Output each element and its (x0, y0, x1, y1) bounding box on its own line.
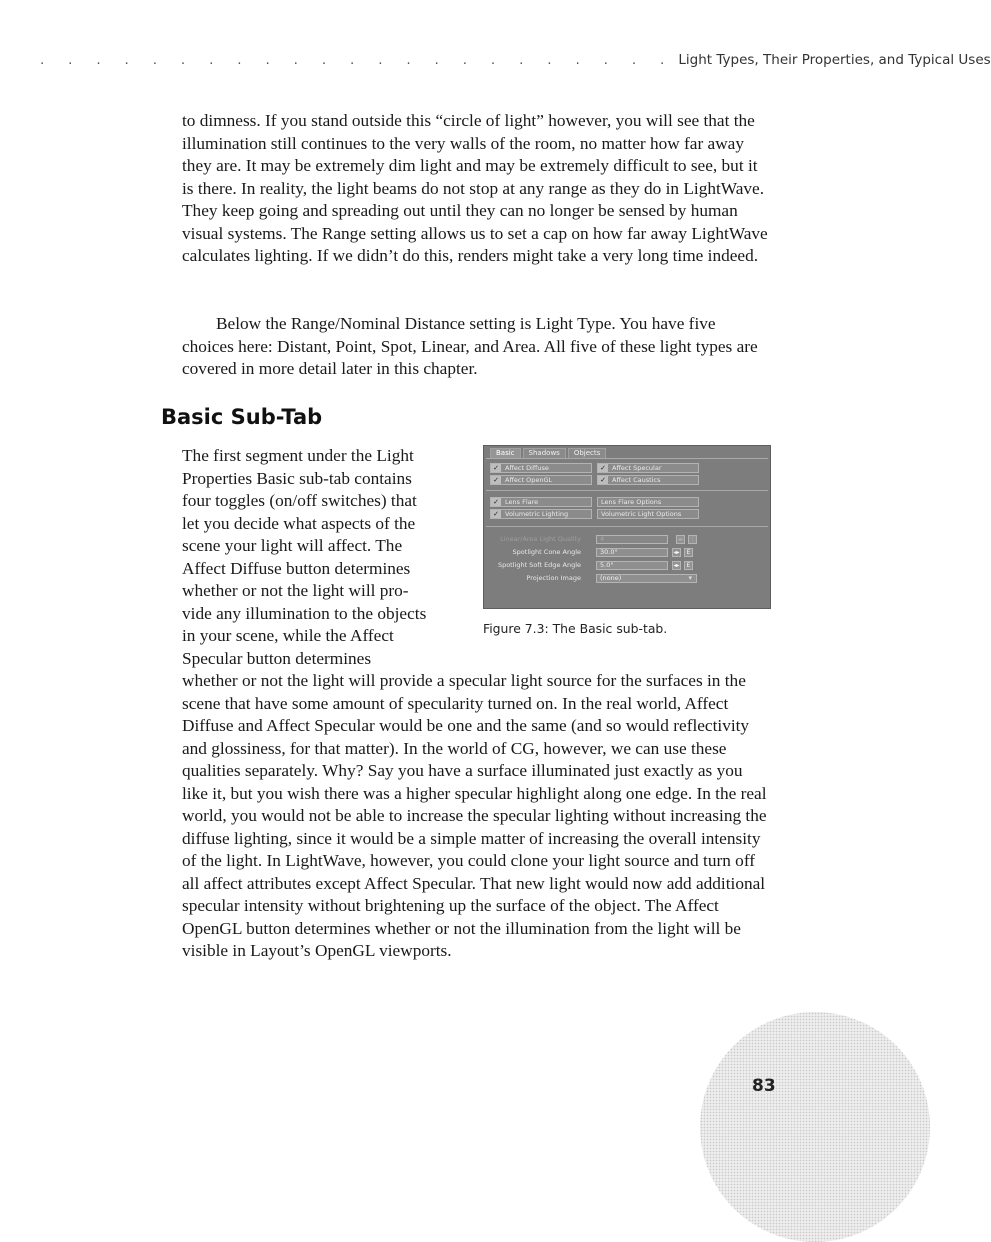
volumetric-lighting-toggle[interactable] (490, 509, 592, 519)
figure-divider (486, 526, 768, 527)
toggle-label: Lens Flare (505, 498, 539, 506)
toggle-label: Volumetric Lighting (505, 510, 569, 518)
affect-opengl-toggle[interactable] (490, 475, 592, 485)
chapter-title: Light Types, Their Properties, and Typical Uses (678, 52, 991, 68)
figure-divider (486, 490, 768, 491)
wrap-line: scene your light will affect. The (182, 536, 403, 555)
page-number-badge (700, 1012, 930, 1242)
tab-divider (486, 458, 768, 459)
check-icon: ✓ (491, 498, 501, 506)
envelope-button[interactable]: E (684, 548, 693, 557)
basic-subtab-figure (483, 445, 771, 609)
cone-angle-label: Spotlight Cone Angle (512, 548, 581, 556)
envelope-button[interactable]: E (684, 561, 693, 570)
projection-image-select[interactable]: (none) ▾ (596, 574, 697, 583)
wrap-line: The first segment under the Light (182, 446, 414, 465)
check-icon: ✓ (598, 476, 608, 484)
options-dots-icon[interactable]: ⋮ (689, 536, 696, 543)
soft-edge-angle-label: Spotlight Soft Edge Angle (497, 561, 581, 569)
paragraph-continuation: whether or not the light will provide a specular light source for the surfaces in the scene that have some amount of specularity turned on. In the real world, Affect Diffuse and Affect Specular would be one and the same (and so would reflectivity and glossiness, for that matter). In the world of CG, however, we can use these qualities separately. Why? Say you have a surface illuminated just exactly as you like it, but you wish there was a higher specular highlight along one edge. In the real world, you would not be able to increase the specular lighting without increasing the diffuse lighting, since it would be a simple matter of increasing the overall intensity of the light. In LightWave, however, you could clone your light source and turn off all affect attributes except Affect Specular. That new light would now add additional specular intensity without brightening up the surface of the object. The Affect OpenGL button determines whether or not the illumination from the light will be visible in Layout’s OpenGL viewports. (182, 671, 767, 960)
figure-tab-bar (490, 448, 606, 458)
soft-edge-angle-field[interactable]: 5.0° (596, 561, 668, 570)
toggle-label: Affect OpenGL (505, 476, 553, 484)
paragraph-intro-2: Below the Range/Nominal Distance setting is Light Type. You have five choices here: Distant, Point, Spot, Linear, and Area. All five of these light types are covered in more detail later in this chapter. (182, 314, 758, 378)
check-icon: ✓ (598, 464, 608, 472)
wrap-line: vide any illumination to the objects (182, 603, 427, 623)
wrap-line: four toggles (on/off switches) that (182, 491, 417, 510)
slider-arrows-icon[interactable]: ◂▸ (673, 549, 680, 556)
projection-image-label: Projection Image (526, 574, 581, 582)
tab-objects[interactable]: Objects (568, 448, 606, 458)
figure-caption: Figure 7.3: The Basic sub-tab. (483, 621, 668, 636)
running-header (40, 52, 991, 72)
linear-area-quality-field[interactable]: 4 (596, 535, 668, 544)
wrap-line: whether or not the light will pro- (182, 581, 409, 600)
wrap-line: in your scene, while the Affect (182, 626, 394, 645)
wrapped-paragraph (182, 445, 474, 670)
check-icon: ✓ (491, 510, 501, 518)
affect-diffuse-toggle[interactable] (490, 463, 592, 473)
lens-flare-options-button[interactable]: Lens Flare Options (597, 497, 699, 507)
toggle-label: Affect Caustics (612, 476, 661, 484)
header-leader-dots: . . . . . . . . . . . . . . . . . . . . . . . (40, 52, 675, 68)
tab-shadows[interactable]: Shadows (523, 448, 566, 458)
slider-arrows-icon[interactable]: ◂▸ (673, 562, 680, 569)
wrap-line: let you decide what aspects of the (182, 513, 416, 533)
section-heading: Basic Sub-Tab (161, 405, 323, 429)
toggle-label: Affect Diffuse (505, 464, 549, 472)
cone-angle-field[interactable]: 30.0° (596, 548, 668, 557)
page-number: 83 (752, 1076, 776, 1096)
check-icon: ✓ (491, 464, 501, 472)
toggle-label: Affect Specular (612, 464, 662, 472)
volumetric-light-options-button[interactable]: Volumetric Light Options (597, 509, 699, 519)
paragraph-intro-1: to dimness. If you stand outside this “circle of light” however, you will see that the illumination still continues to the very walls of the room, no matter how far away they are. It may be extremely dim light and may be extremely difficult to see, but it is there. In reality, the light beams do not stop at any range as they do in LightWave. They keep going and spreading out until they can no longer be sensed by human visual systems. The Range setting allows us to set a cap on how far away LightWave calculates lighting. If we didn’t do this, renders might take a very long time indeed. (182, 111, 768, 265)
lens-flare-toggle[interactable] (490, 497, 592, 507)
affect-specular-toggle[interactable] (597, 463, 699, 473)
check-icon: ✓ (491, 476, 501, 484)
linear-area-quality-label: Linear/Area Light Quality (500, 535, 581, 543)
tab-basic[interactable]: Basic (490, 448, 521, 458)
wrap-line: Properties Basic sub-tab contains (182, 468, 412, 488)
affect-caustics-toggle[interactable] (597, 475, 699, 485)
arrows-icon[interactable]: ◂▸ (677, 536, 684, 543)
wrap-line: Specular button determines (182, 648, 372, 668)
wrap-line: Affect Diffuse button determines (182, 558, 411, 578)
